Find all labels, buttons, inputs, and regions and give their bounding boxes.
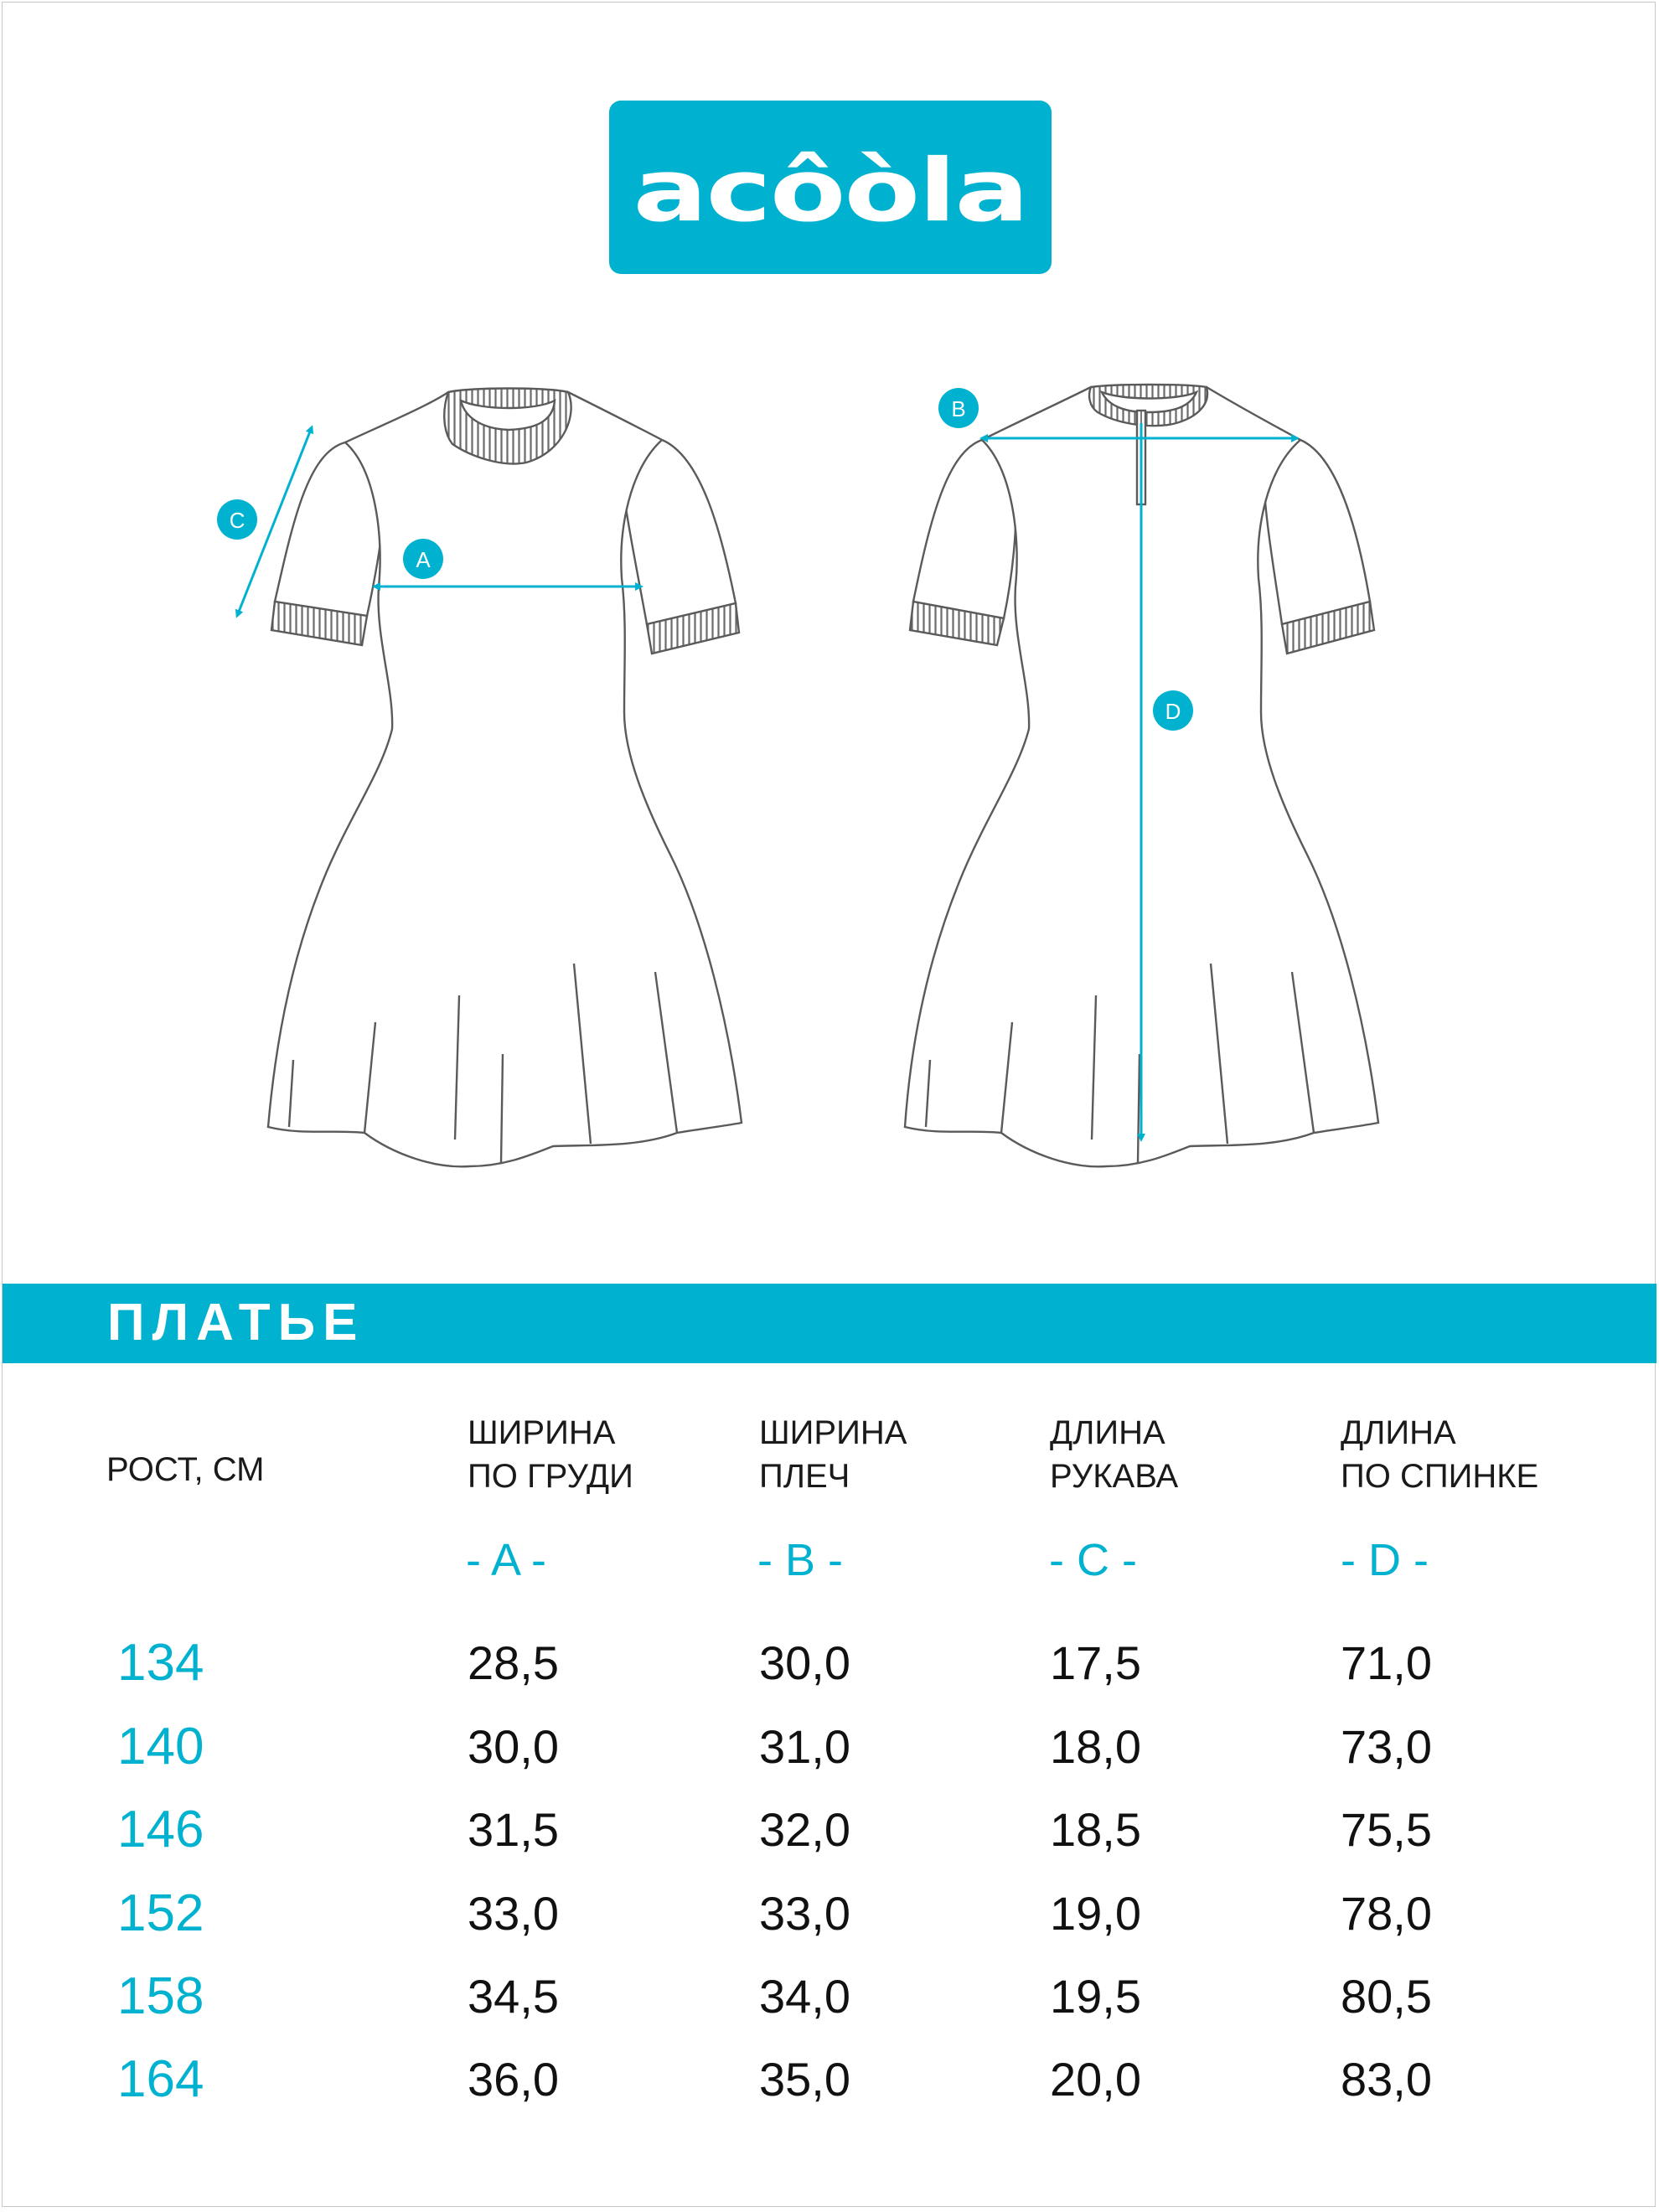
svg-text:D: D xyxy=(1165,699,1181,724)
table-cell: 30,0 xyxy=(759,1636,850,1689)
column-a-line1: ШИРИНА xyxy=(468,1414,616,1451)
column-b-line2: ПЛЕЧ xyxy=(759,1458,850,1495)
column-letter-a: - A - xyxy=(466,1535,547,1585)
table-cell: 33,0 xyxy=(468,1887,559,1940)
dress-front-view xyxy=(268,389,742,1167)
height-column-header xyxy=(106,1448,264,1491)
table-cell: 32,0 xyxy=(759,1803,850,1856)
marker-d xyxy=(1153,690,1193,731)
section-title: ПЛАТЬЕ xyxy=(107,1294,365,1351)
table-cell: 75,5 xyxy=(1341,1803,1432,1856)
marker-a xyxy=(403,539,443,579)
height-header-label: РОСТ, СМ xyxy=(106,1451,265,1488)
svg-text:A: A xyxy=(416,547,431,572)
table-cell: 20,0 xyxy=(1050,2053,1141,2106)
table-cell: 78,0 xyxy=(1341,1887,1432,1940)
marker-c xyxy=(217,499,257,540)
table-cell: 28,5 xyxy=(468,1636,559,1689)
column-c-line1: ДЛИНА xyxy=(1050,1414,1165,1451)
column-header-b xyxy=(759,1411,907,1498)
column-header-c xyxy=(1050,1411,1178,1498)
row-height: 146 xyxy=(117,1801,204,1858)
table-cell: 18,0 xyxy=(1050,1720,1141,1773)
table-cell: 80,5 xyxy=(1341,1970,1432,2023)
table-cell: 31,5 xyxy=(468,1803,559,1856)
column-letter-c: - C - xyxy=(1049,1535,1137,1585)
row-height: 134 xyxy=(117,1634,204,1692)
dress-diagram xyxy=(0,318,1659,1198)
column-b-line1: ШИРИНА xyxy=(759,1414,907,1451)
column-letter-d: - D - xyxy=(1341,1535,1429,1585)
table-cell: 18,5 xyxy=(1050,1803,1141,1856)
marker-b xyxy=(938,388,979,428)
table-cell: 34,5 xyxy=(468,1970,559,2023)
column-d-line2: ПО СПИНКЕ xyxy=(1341,1458,1539,1495)
brand-logo-text: acôòla xyxy=(633,140,1028,241)
table-cell: 71,0 xyxy=(1341,1636,1432,1689)
table-cell: 19,5 xyxy=(1050,1970,1141,2023)
column-a-line2: ПО ГРУДИ xyxy=(468,1458,633,1495)
column-c-line2: РУКАВА xyxy=(1050,1458,1179,1495)
table-cell: 19,0 xyxy=(1050,1887,1141,1940)
row-height: 140 xyxy=(117,1718,204,1775)
row-height: 158 xyxy=(117,1967,204,2025)
section-banner xyxy=(3,1284,1656,1363)
svg-text:C: C xyxy=(229,508,245,533)
table-cell: 36,0 xyxy=(468,2053,559,2106)
svg-text:B: B xyxy=(951,396,966,421)
table-cell: 30,0 xyxy=(468,1720,559,1773)
table-cell: 34,0 xyxy=(759,1970,850,2023)
column-letter-b: - B - xyxy=(757,1535,843,1585)
column-header-a xyxy=(468,1411,633,1498)
column-header-d xyxy=(1341,1411,1538,1498)
table-cell: 83,0 xyxy=(1341,2053,1432,2106)
table-cell: 73,0 xyxy=(1341,1720,1432,1773)
table-cell: 33,0 xyxy=(759,1887,850,1940)
table-cell: 35,0 xyxy=(759,2053,850,2106)
column-d-line1: ДЛИНА xyxy=(1341,1414,1456,1451)
row-height: 164 xyxy=(117,2050,204,2108)
brand-logo xyxy=(609,101,1052,274)
table-cell: 31,0 xyxy=(759,1720,850,1773)
table-cell: 17,5 xyxy=(1050,1636,1141,1689)
row-height: 152 xyxy=(117,1884,204,1942)
